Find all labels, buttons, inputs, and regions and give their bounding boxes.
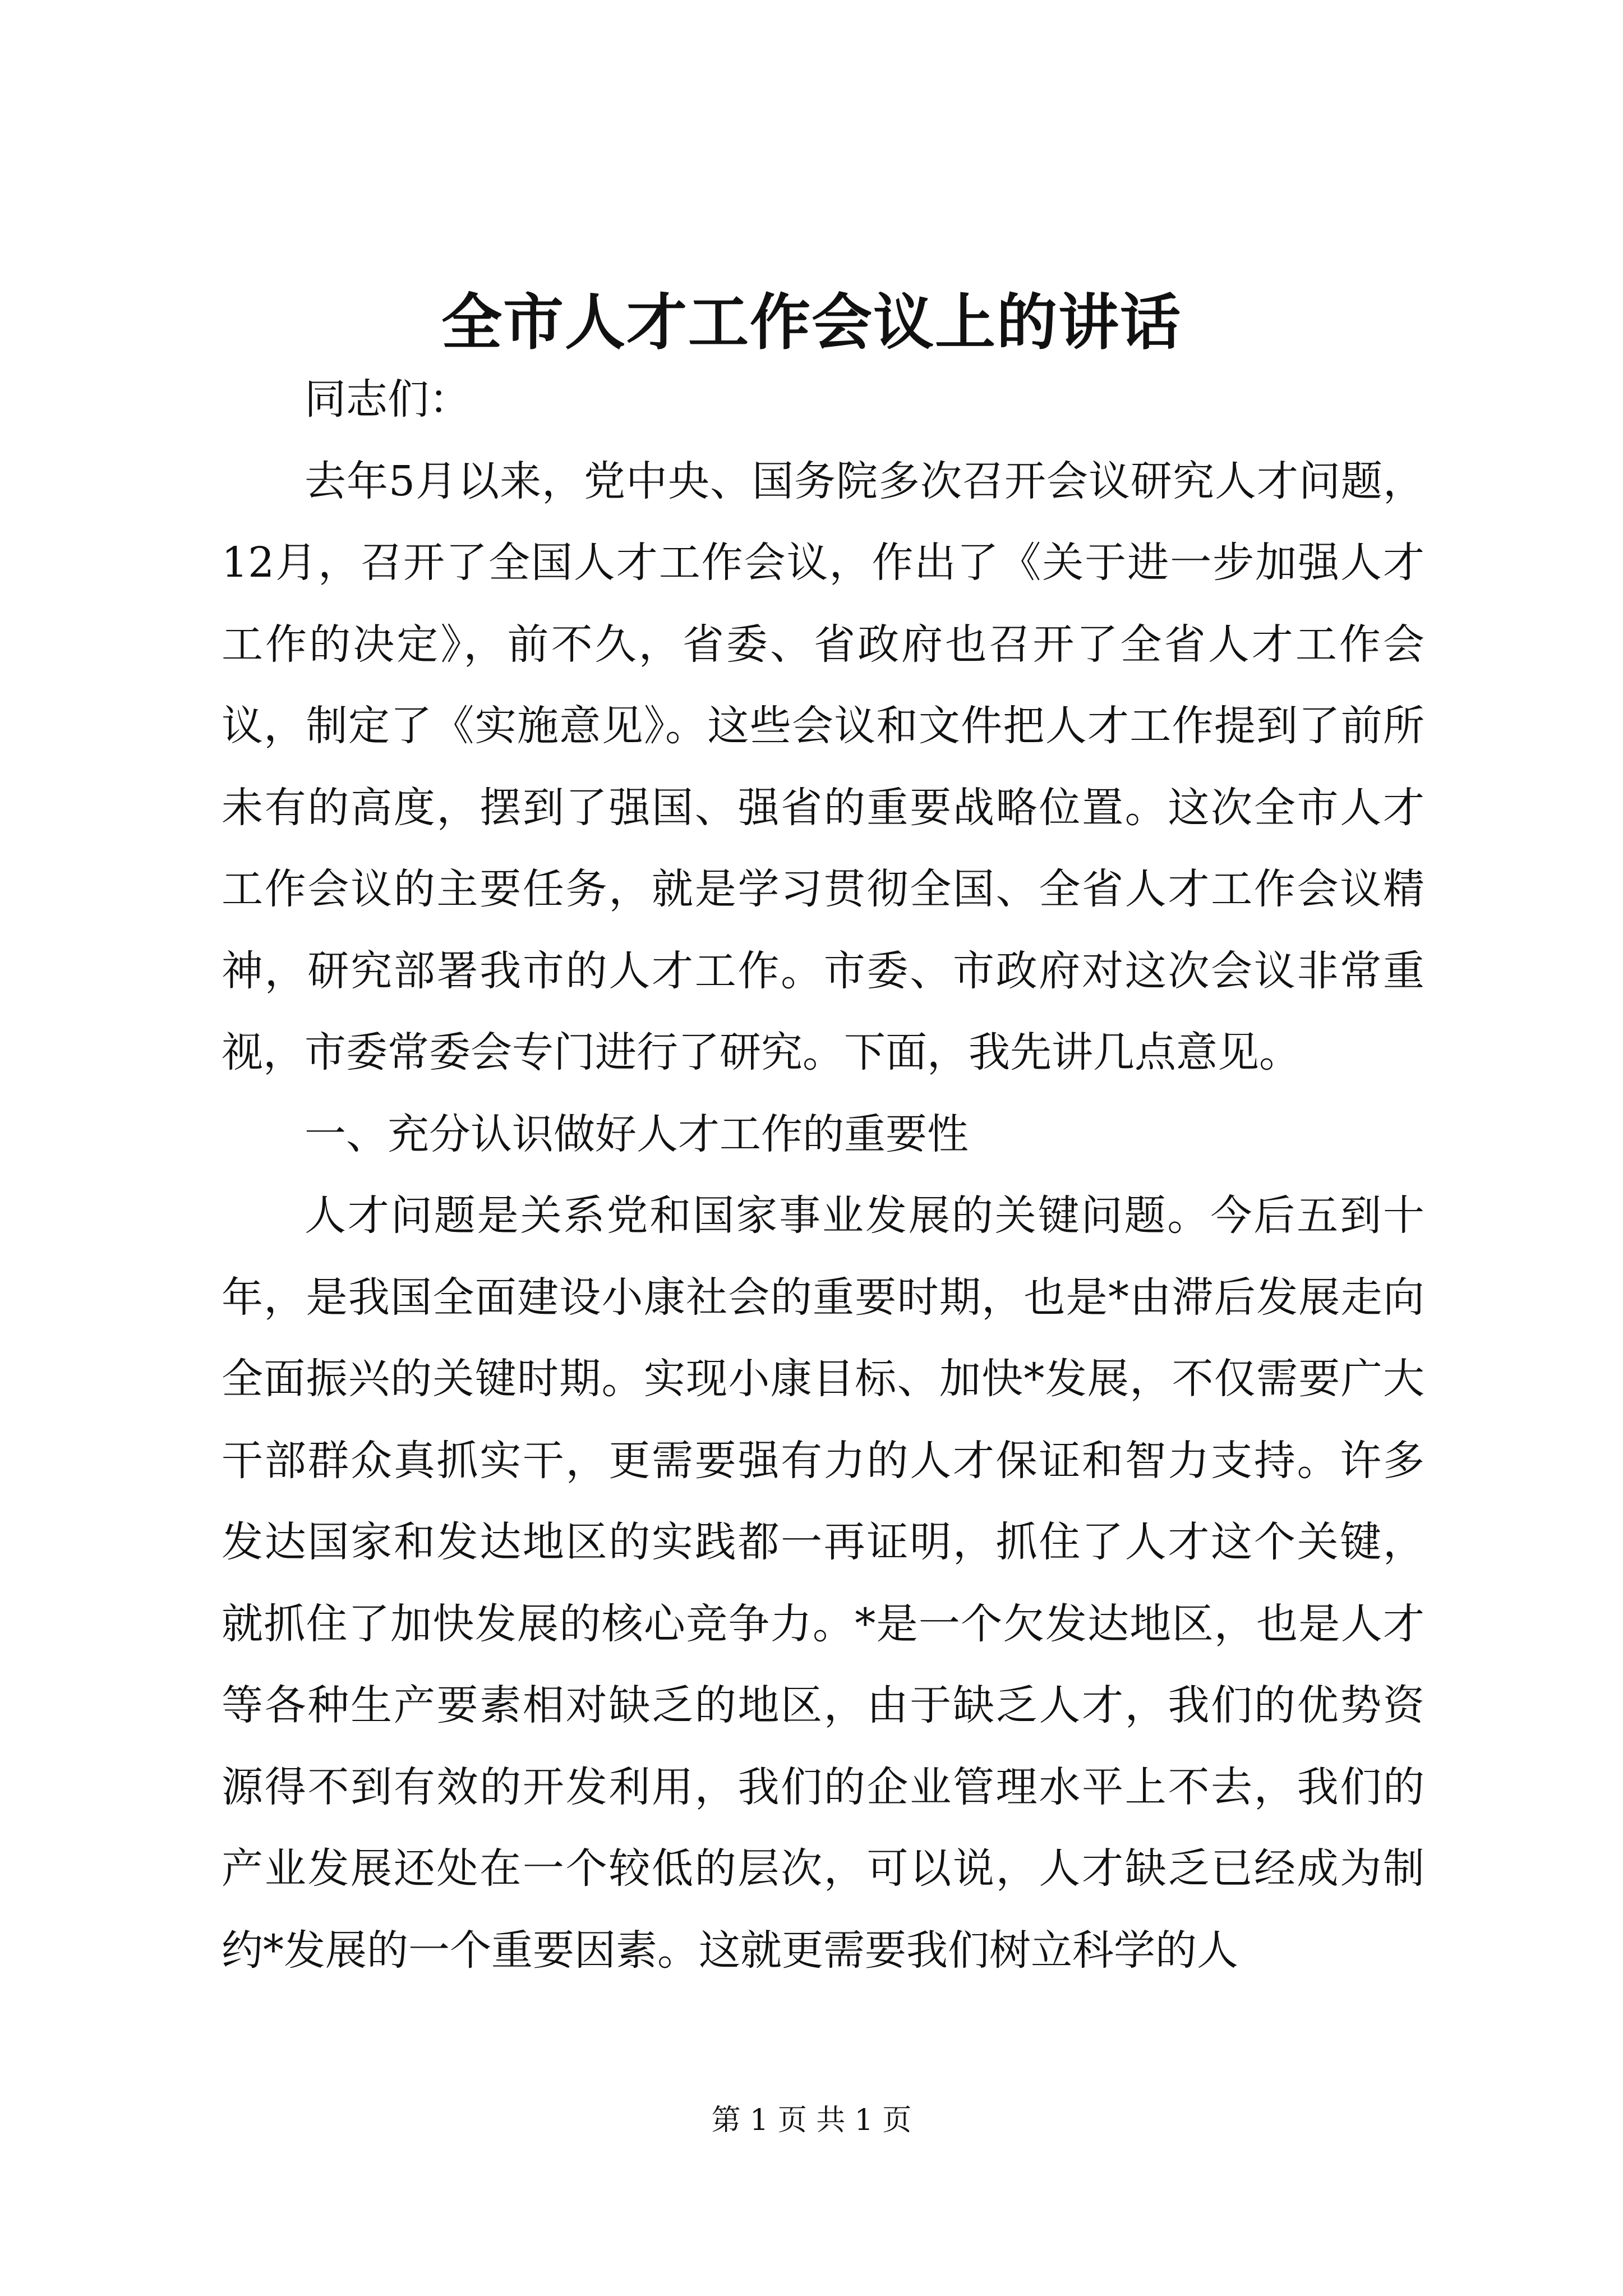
paragraph-section-1: 人才问题是关系党和国家事业发展的关键问题。今后五到十年，是我国全面建设小康社会的重要时期，也是*由滞后发展走向全面振兴的关键时期。实现小康目标、加快*发展，不仅需要广大干部群众真抓实干，更需要强有力的人才保证和智力支持。许多发达国家和发达地区的实践都一再证明，抓住了人才这个关键，就抓住了加快发展的核心竞争力。*是一个欠发达地区，也是人才等各种生产要素相对缺乏的地区，由于缺乏人才，我们的优势资源得不到有效的开发利用，我们的企业管理水平上不去，我们的产业发展还处在一个较低的层次，可以说，人才缺乏已经成为制约*发展的一个重要因素。这就更需要我们树立科学的人 — [222, 1191, 1424, 1975]
paragraph-intro: 去年5月以来，党中央、国务院多次召开会议研究人才问题，12月，召开了全国人才工作会议，作出了《关于进一步加强人才工作的决定》，前不久，省委、省政府也召开了全省人才工作会议，制定了《实施意见》。这些会议和文件把人才工作提到了前所未有的高度，摆到了强国、强省的重要战略位置。这次全市人才工作会议的主要任务，就是学习贯彻全国、全省人才工作会议精神，研究部署我市的人才工作。市委、市政府对这次会议非常重视，市委常委会专门进行了研究。下面，我先讲几点意见。 — [222, 457, 1424, 1076]
section-heading-1: 一、充分认识做好人才工作的重要性 — [305, 1110, 969, 1158]
page-footer: 第 1 页 共 1 页 — [711, 2104, 912, 2137]
document-title: 全市人才工作会议上的讲话 — [441, 287, 1182, 358]
document-body — [222, 359, 1424, 1991]
salutation: 同志们： — [305, 375, 471, 424]
